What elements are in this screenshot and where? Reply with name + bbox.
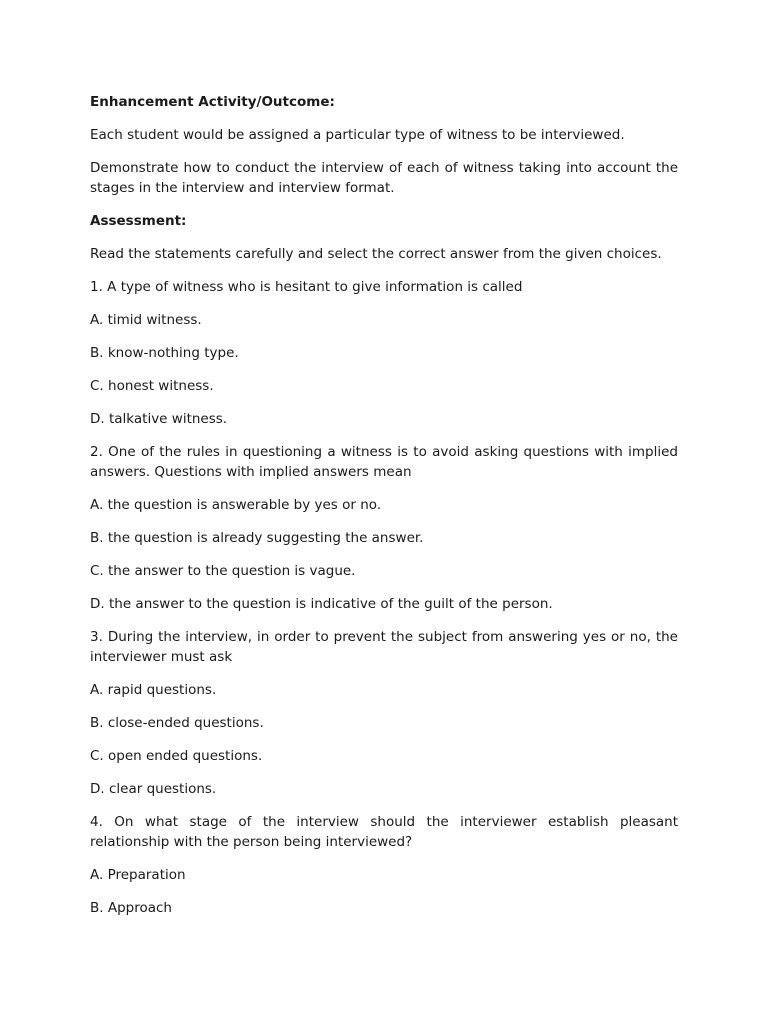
question-2-choice-c: C. the answer to the question is vague. — [90, 563, 356, 579]
document-page — [90, 92, 678, 931]
question-2-choice-a: A. the question is answerable by yes or no. — [90, 497, 382, 513]
question-1-choice-c: C. honest witness. — [90, 378, 214, 394]
assessment-instructions: Read the statements carefully and select the correct answer from the given choices. — [90, 246, 662, 262]
question-4: 4. On what stage of the interview should the interviewer establish pleasant relationship with the person being interviewed? — [90, 814, 678, 850]
question-1: 1. A type of witness who is hesitant to give information is called — [90, 279, 523, 295]
assessment-heading: Assessment: — [90, 213, 187, 229]
enhancement-heading: Enhancement Activity/Outcome: — [90, 94, 335, 110]
question-3-choice-a: A. rapid questions. — [90, 682, 217, 698]
question-2-choice-d: D. the answer to the question is indicative of the guilt of the person. — [90, 596, 553, 612]
question-2-choice-b: B. the question is already suggesting the answer. — [90, 530, 424, 546]
question-4-choice-b: B. Approach — [90, 900, 172, 916]
question-2: 2. One of the rules in questioning a witness is to avoid asking questions with implied answers. Questions with implied answers mean — [90, 444, 678, 480]
question-3: 3. During the interview, in order to prevent the subject from answering yes or no, the interviewer must ask — [90, 629, 678, 665]
question-1-choice-b: B. know-nothing type. — [90, 345, 239, 361]
question-1-choice-d: D. talkative witness. — [90, 411, 228, 427]
question-3-choice-b: B. close-ended questions. — [90, 715, 264, 731]
question-3-choice-d: D. clear questions. — [90, 781, 217, 797]
question-1-choice-a: A. timid witness. — [90, 312, 202, 328]
question-4-choice-a: A. Preparation — [90, 867, 186, 883]
enhancement-paragraph: Each student would be assigned a particular type of witness to be interviewed. — [90, 127, 625, 143]
question-3-choice-c: C. open ended questions. — [90, 748, 263, 764]
enhancement-paragraph: Demonstrate how to conduct the interview of each of witness taking into account the stages in the interview and interview format. — [90, 160, 678, 196]
